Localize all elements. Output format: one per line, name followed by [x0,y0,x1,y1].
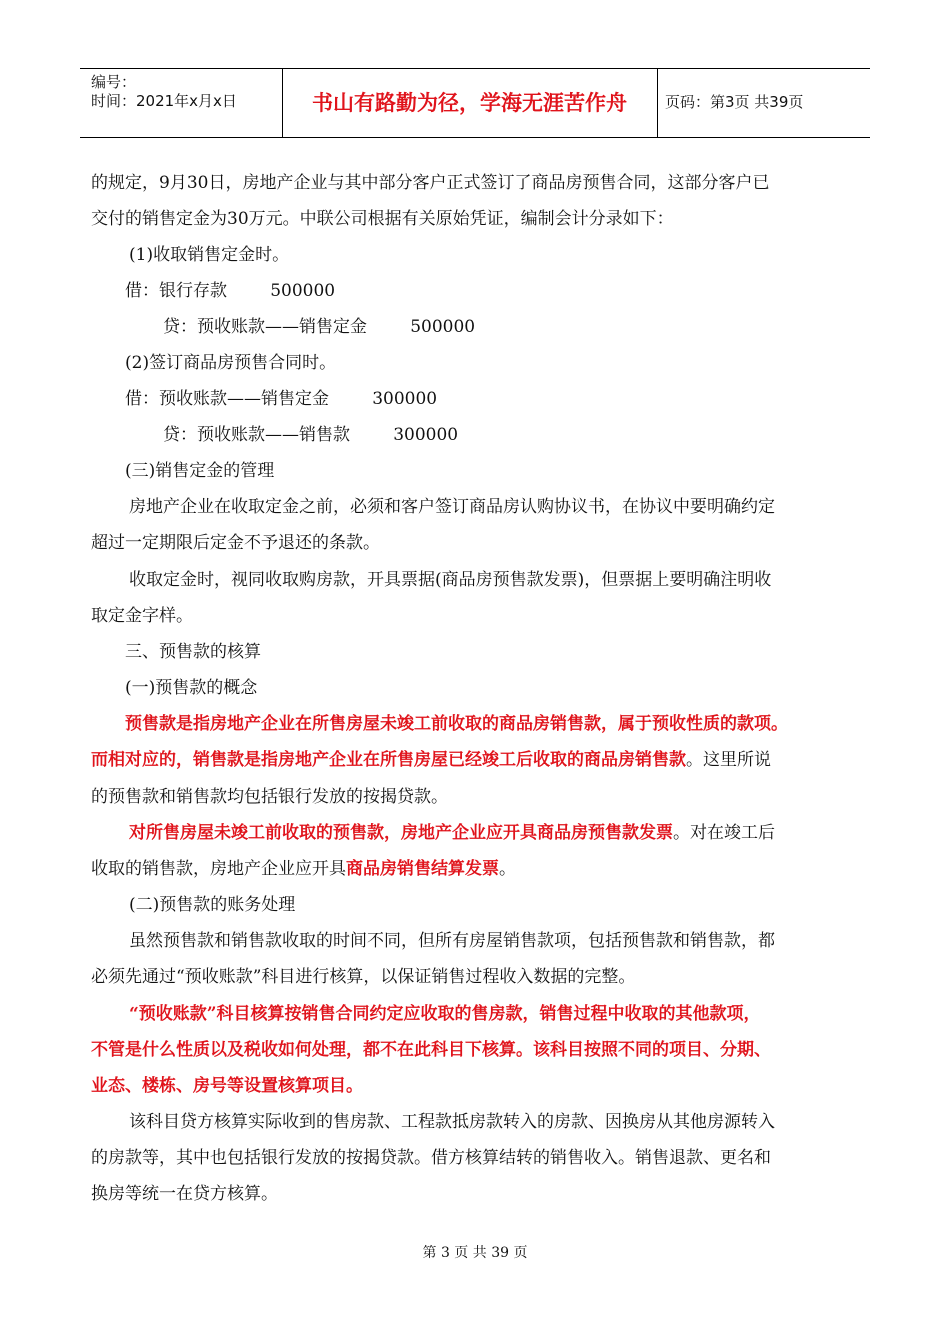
body-line: 虽然预售款和销售款收取的时间不同，但所有房屋销售款项，包括预售款和销售款，都 [129,931,775,951]
body-line: 房地产企业在收取定金之前，必须和客户签订商品房认购协议书，在协议中要明确约定 [129,497,775,517]
body-line: (1)收取销售定金时。 [129,245,290,265]
section-heading: (一)预售款的概念 [125,678,258,698]
body-line: 收取定金时，视同收取购房款，开具票据(商品房预售款发票)，但票据上要明确注明收 [129,570,772,590]
page-footer: 第 3 页 共 39 页 [422,1245,528,1261]
section-heading: (二)预售款的账务处理 [129,895,296,915]
header-meta-cell [80,69,283,137]
body-line: 对所售房屋未竣工前收取的预售款，房地产企业应开具商品房预售款发票。对在竣工后 [129,823,775,843]
body-line: 换房等统一在贷方核算。 [91,1184,278,1204]
header-page-cell [657,69,870,137]
body-line: (2)签订商品房预售合同时。 [125,353,337,373]
body-line: 的预售款和销售款均包括银行发放的按揭贷款。 [91,787,448,807]
section-heading: 三、预售款的核算 [125,642,261,662]
highlighted-line: 预售款是指房地产企业在所售房屋未竣工前收取的商品房销售款，属于预收性质的款项。 [125,714,788,734]
time-label: 时间：2021年x月x日 [91,92,237,110]
journal-entry-credit: 贷：预收账款——销售定金 500000 [163,317,476,337]
number-label: 编号： [91,73,137,91]
journal-entry-debit: 借：预收账款——销售定金 300000 [125,389,438,409]
journal-entry-credit: 贷：预收账款——销售款 300000 [163,425,459,445]
section-heading: (三)销售定金的管理 [125,461,275,481]
body-line: 该科目贷方核算实际收到的售房款、工程款抵房款转入的房款、因换房从其他房源转入 [129,1112,775,1132]
body-line: 收取的销售款，房地产企业应开具商品房销售结算发票。 [91,859,516,879]
highlighted-line: 业态、楼栋、房号等设置核算项目。 [91,1076,363,1096]
body-line: 必须先通过“预收账款”科目进行核算，以保证销售过程收入数据的完整。 [91,967,636,987]
motto: 书山有路勤为径，学海无涯苦作舟 [312,91,627,115]
highlighted-line: “预收账款”科目核算按销售合同约定应收取的售房款，销售过程中收取的其他款项， [129,1004,761,1024]
journal-entry-debit: 借：银行存款 500000 [125,281,336,301]
body-line: 超过一定期限后定金不予退还的条款。 [91,533,380,553]
highlighted-line: 不管是什么性质以及税收如何处理，都不在此科目下核算。该科目按照不同的项目、分期、 [91,1040,771,1060]
page-info: 页码：第3页 共39页 [665,93,804,111]
body-line: 而相对应的，销售款是指房地产企业在所售房屋已经竣工后收取的商品房销售款。这里所说 [91,750,771,770]
header-motto-cell [282,69,658,137]
body-line: 取定金字样。 [91,606,193,626]
body-line: 的规定，9月30日，房地产企业与其中部分客户正式签订了商品房预售合同，这部分客户已 [91,173,770,193]
body-line: 的房款等，其中也包括银行发放的按揭贷款。借方核算结转的销售收入。销售退款、更名和 [91,1148,771,1168]
body-line: 交付的销售定金为30万元。中联公司根据有关原始凭证，编制会计分录如下： [91,209,674,229]
header-table [80,68,870,138]
